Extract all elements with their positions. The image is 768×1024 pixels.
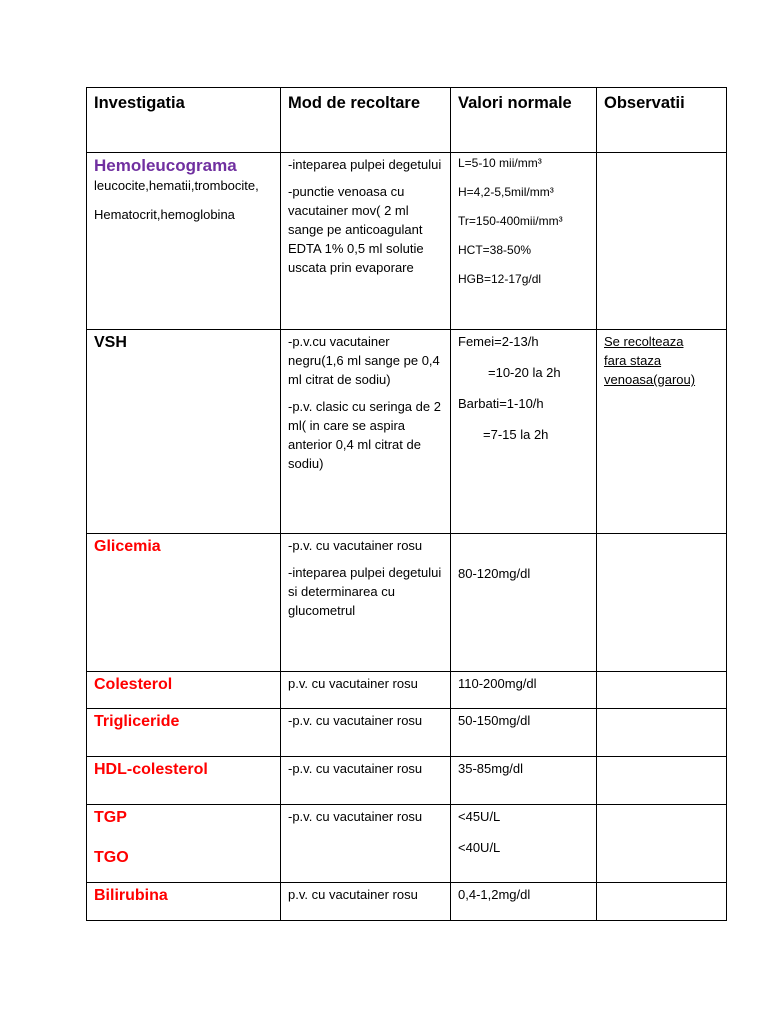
table-row (87, 883, 727, 921)
investigation-name: Bilirubina (94, 887, 168, 904)
cell-valori-normale (451, 805, 597, 883)
normal-value: <45U/L (458, 809, 501, 824)
collection-method: p.v. cu vacutainer rosu (288, 887, 418, 902)
cell-investigatia (87, 757, 281, 805)
cell-investigatia (87, 709, 281, 757)
observation-text: venoasa(garou) (604, 372, 696, 387)
cell-investigatia (87, 805, 281, 883)
collection-method: -p.v. cu vacutainer rosu (288, 713, 423, 728)
cell-mod-recoltare (281, 330, 451, 534)
investigation-name: Trigliceride (94, 713, 180, 730)
normal-value: =10-20 la 2h (488, 365, 561, 380)
cell-investigatia (87, 330, 281, 534)
cell-observatii (597, 534, 727, 672)
cell-mod-recoltare (281, 153, 451, 330)
table-row (87, 757, 727, 805)
table-row (87, 709, 727, 757)
normal-value: Tr=150-400mii/mm³ (458, 214, 563, 228)
investigation-detail: Hematocrit,hemoglobina (94, 207, 235, 222)
cell-valori-normale (451, 534, 597, 672)
table-row (87, 330, 727, 534)
investigation-name: Glicemia (94, 538, 161, 555)
table-row (87, 153, 727, 330)
collection-method: -p.v. clasic cu seringa de 2 ml( in care se aspira anterior 0,4 ml citrat de sodiu) (288, 399, 441, 471)
cell-investigatia (87, 672, 281, 709)
cell-valori-normale (451, 709, 597, 757)
normal-value: HCT=38-50% (458, 243, 532, 257)
cell-mod-recoltare (281, 805, 451, 883)
investigation-name: TGO (94, 849, 129, 866)
normal-value: Femei=2-13/h (458, 334, 539, 349)
normal-value: H=4,2-5,5mil/mm³ (458, 185, 554, 199)
cell-observatii (597, 709, 727, 757)
cell-observatii (597, 805, 727, 883)
investigation-name: TGP (94, 809, 127, 826)
normal-value: L=5-10 mii/mm³ (458, 156, 542, 170)
collection-method: -punctie venoasa cu vacutainer mov( 2 ml sange pe anticoagulant EDTA 1% 0,5 ml solutie uscata prin evaporare (288, 184, 424, 275)
normal-value: 0,4-1,2mg/dl (458, 887, 531, 902)
cell-mod-recoltare (281, 757, 451, 805)
observation-text: Se recolteaza (604, 334, 684, 349)
observation-text: fara staza (604, 353, 662, 368)
header-mod-de-recoltare: Mod de recoltare (281, 88, 451, 153)
investigations-table (86, 87, 727, 921)
collection-method: -p.v. cu vacutainer rosu (288, 538, 423, 553)
investigation-name: VSH (94, 334, 127, 351)
collection-method: -inteparea pulpei degetului (288, 157, 442, 172)
cell-valori-normale (451, 153, 597, 330)
normal-value: 110-200mg/dl (458, 676, 537, 691)
normal-value: 50-150mg/dl (458, 713, 531, 728)
normal-value: =7-15 la 2h (483, 427, 549, 442)
investigation-name: Colesterol (94, 676, 173, 693)
cell-mod-recoltare (281, 672, 451, 709)
normal-value: Barbati=1-10/h (458, 396, 544, 411)
collection-method: -p.v. cu vacutainer rosu (288, 809, 423, 824)
cell-mod-recoltare (281, 534, 451, 672)
table-row (87, 534, 727, 672)
cell-mod-recoltare (281, 883, 451, 921)
header-observatii: Observatii (597, 88, 727, 153)
cell-valori-normale (451, 330, 597, 534)
investigation-detail: leucocite,hematii,trombocite, (94, 178, 259, 193)
cell-investigatia (87, 153, 281, 330)
collection-method: -inteparea pulpei degetului si determinarea cu glucometrul (288, 565, 442, 618)
table-row (87, 805, 727, 883)
cell-mod-recoltare (281, 709, 451, 757)
cell-valori-normale (451, 672, 597, 709)
cell-observatii (597, 672, 727, 709)
investigation-name: Hemoleucograma (94, 156, 237, 175)
collection-method: p.v. cu vacutainer rosu (288, 676, 418, 691)
header-valori-normale: Valori normale (451, 88, 597, 153)
table-row (87, 672, 727, 709)
cell-investigatia (87, 534, 281, 672)
cell-valori-normale (451, 883, 597, 921)
cell-observatii (597, 330, 727, 534)
collection-method: -p.v. cu vacutainer rosu (288, 761, 423, 776)
cell-valori-normale (451, 757, 597, 805)
cell-observatii (597, 883, 727, 921)
normal-value: 35-85mg/dl (458, 761, 524, 776)
normal-value: 80-120mg/dl (458, 566, 531, 581)
cell-observatii (597, 757, 727, 805)
normal-value: <40U/L (458, 840, 501, 855)
investigation-name: HDL-colesterol (94, 761, 208, 778)
header-investigatia: Investigatia (87, 88, 281, 153)
collection-method: -p.v.cu vacutainer negru(1,6 ml sange pe 0,4 ml citrat de sodiu) (288, 334, 440, 387)
cell-investigatia (87, 883, 281, 921)
normal-value: HGB=12-17g/dl (458, 272, 542, 286)
header-row (87, 88, 727, 153)
cell-observatii (597, 153, 727, 330)
